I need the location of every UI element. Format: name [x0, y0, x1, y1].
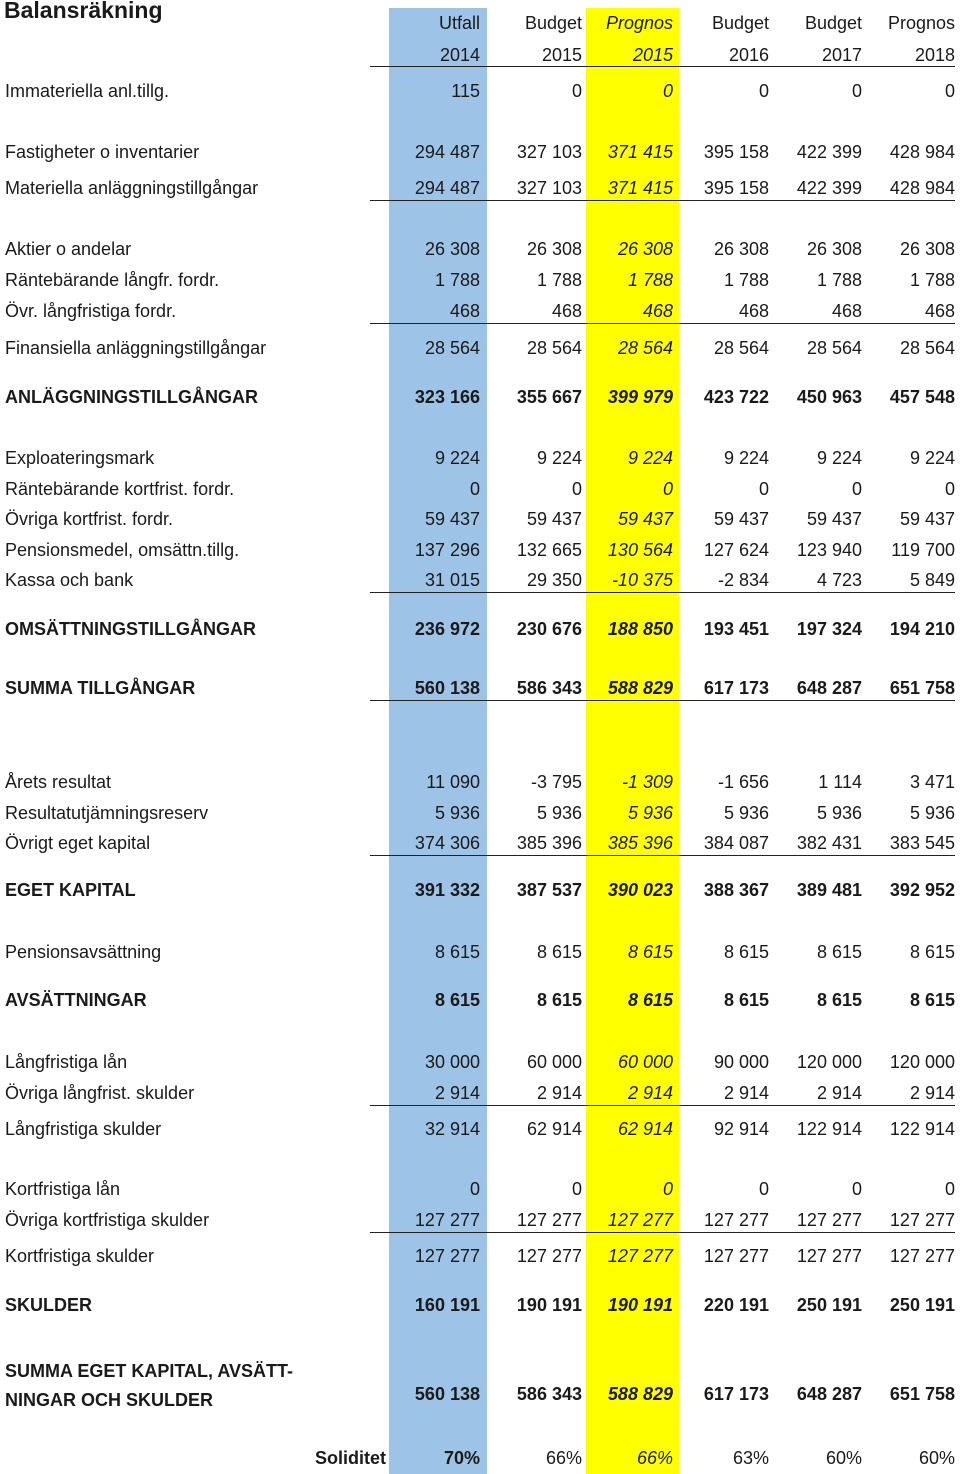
value-cell: 391 332 [414, 880, 480, 900]
value-cell: 385 396 [472, 833, 582, 856]
value-cell: 120 000 [796, 1052, 862, 1072]
soliditet-value: 70% [443, 1448, 480, 1468]
value-cell: 5 936 [627, 803, 673, 823]
header-type: Budget [524, 13, 582, 33]
header-year: 2014 [370, 45, 480, 67]
value-cell: 0 [469, 479, 480, 499]
value-cell: 294 487 [414, 142, 480, 162]
value-cell: 423 722 [703, 387, 769, 407]
value-cell: 59 437 [526, 509, 582, 529]
table-row [0, 1210, 960, 1234]
header-type: Prognos [605, 13, 673, 33]
value-cell: 1 114 [818, 772, 862, 792]
value-cell: 371 415 [607, 142, 673, 162]
value-cell: 28 564 [424, 338, 480, 358]
row-label: Kassa och bank [5, 570, 134, 590]
value-cell: 8 615 [909, 942, 955, 962]
value-cell: 8 615 [909, 990, 955, 1010]
value-cell: 374 306 [370, 833, 480, 856]
row-label: Kortfristiga lån [5, 1179, 121, 1199]
value-cell: 5 936 [536, 803, 582, 823]
soliditet-row [0, 1448, 960, 1474]
value-cell: 355 667 [516, 387, 582, 407]
value-cell: -1 656 [717, 772, 769, 792]
value-cell: 9 224 [723, 448, 769, 468]
value-cell: 188 850 [607, 619, 673, 639]
value-cell: 62 914 [526, 1119, 582, 1139]
value-cell: 59 437 [713, 509, 769, 529]
value-cell: 0 [758, 81, 769, 101]
value-cell: 468 [845, 301, 955, 324]
value-cell: 122 914 [796, 1119, 862, 1139]
row-label: Övriga kortfrist. fordr. [5, 509, 174, 529]
row-label: Räntebärande långfr. fordr. [5, 270, 220, 290]
value-cell: 617 173 [703, 1384, 769, 1404]
value-cell: 371 415 [563, 178, 673, 201]
table-row [0, 772, 960, 796]
subtotal-row [0, 1119, 960, 1143]
table-row [0, 270, 960, 294]
header-type: Utfall [438, 13, 480, 33]
header-type-row [0, 13, 960, 37]
value-cell: 1 788 [627, 270, 673, 290]
value-cell: -1 309 [621, 772, 673, 792]
value-cell: 651 758 [889, 1384, 955, 1404]
value-cell: 115 [451, 81, 480, 101]
value-cell: 8 615 [816, 942, 862, 962]
value-cell: 5 849 [845, 570, 955, 593]
header-type: Budget [711, 13, 769, 33]
value-cell: 9 224 [627, 448, 673, 468]
value-cell: 127 624 [703, 540, 769, 560]
value-cell: 399 979 [607, 387, 673, 407]
value-cell: 0 [662, 479, 673, 499]
row-label: OMSÄTTNINGSTILLGÅNGAR [5, 619, 256, 639]
value-cell: 9 224 [909, 448, 955, 468]
table-row [0, 142, 960, 166]
value-cell: 28 564 [526, 338, 582, 358]
value-cell: 8 615 [723, 990, 769, 1010]
value-cell: 26 308 [424, 239, 480, 259]
row-label: Pensionsmedel, omsättn.tillg. [5, 540, 240, 560]
value-cell: 1 788 [816, 270, 862, 290]
value-cell: 190 191 [607, 1295, 673, 1315]
value-cell: 4 723 [752, 570, 862, 593]
row-label-line: NINGAR OCH SKULDER [5, 1390, 214, 1410]
value-cell: 60 000 [617, 1052, 673, 1072]
row-label: Långfristiga skulder [5, 1119, 162, 1139]
subtotal-row [0, 178, 960, 202]
value-cell: 230 676 [516, 619, 582, 639]
value-cell: 428 984 [845, 178, 955, 201]
value-cell: 648 287 [796, 1384, 862, 1404]
value-cell: 0 [944, 1179, 955, 1199]
total-row [0, 619, 960, 643]
value-cell: 250 191 [796, 1295, 862, 1315]
table-row [0, 509, 960, 533]
value-cell: 9 224 [816, 448, 862, 468]
value-cell: 2 914 [845, 1083, 955, 1106]
table-row [0, 540, 960, 564]
value-cell: 2 914 [472, 1083, 582, 1106]
value-cell: 0 [571, 479, 582, 499]
value-cell: 62 914 [617, 1119, 673, 1139]
value-cell: 8 615 [434, 942, 480, 962]
grand-total-row [0, 1357, 960, 1411]
value-cell: 385 396 [563, 833, 673, 856]
value-cell: 127 277 [563, 1210, 673, 1233]
value-cell: 92 914 [713, 1119, 769, 1139]
value-cell: 28 564 [617, 338, 673, 358]
value-cell: 0 [758, 479, 769, 499]
soliditet-label: Soliditet [315, 1448, 386, 1468]
total-row [0, 880, 960, 904]
value-cell: 127 277 [796, 1246, 862, 1266]
value-cell: 127 277 [516, 1246, 582, 1266]
value-cell: 8 615 [723, 942, 769, 962]
row-label: Materiella anläggningstillgångar [5, 178, 259, 198]
value-cell: 0 [851, 81, 862, 101]
value-cell: 389 481 [796, 880, 862, 900]
value-cell: -2 834 [659, 570, 769, 593]
value-cell: 468 [563, 301, 673, 324]
value-cell: 59 437 [899, 509, 955, 529]
value-cell: 468 [472, 301, 582, 324]
total-row [0, 990, 960, 1014]
value-cell: 30 000 [424, 1052, 480, 1072]
value-cell: 9 224 [434, 448, 480, 468]
value-cell: 323 166 [414, 387, 480, 407]
table-row [0, 1052, 960, 1076]
header-year-row [0, 45, 960, 69]
value-cell: 0 [758, 1179, 769, 1199]
value-cell: 388 367 [703, 880, 769, 900]
value-cell: 120 000 [889, 1052, 955, 1072]
header-year: 2018 [845, 45, 955, 67]
row-label: ANLÄGGNINGSTILLGÅNGAR [5, 387, 258, 407]
value-cell: 294 487 [370, 178, 480, 201]
table-row [0, 1083, 960, 1107]
value-cell: 586 343 [472, 678, 582, 701]
value-cell: 31 015 [370, 570, 480, 593]
value-cell: 127 277 [370, 1210, 480, 1233]
value-cell: 26 308 [526, 239, 582, 259]
value-cell: 127 277 [659, 1210, 769, 1233]
value-cell: 327 103 [516, 142, 582, 162]
value-cell: 8 615 [434, 990, 480, 1010]
value-cell: 651 758 [845, 678, 955, 701]
value-cell: 127 277 [414, 1246, 480, 1266]
row-label: Fastigheter o inventarier [5, 142, 200, 162]
value-cell: 59 437 [424, 509, 480, 529]
row-label: Kortfristiga skulder [5, 1246, 155, 1266]
table-row [0, 301, 960, 325]
value-cell: 28 564 [899, 338, 955, 358]
row-label-line: SUMMA EGET KAPITAL, AVSÄTT- [5, 1361, 293, 1381]
value-cell: 26 308 [899, 239, 955, 259]
value-cell: 395 158 [659, 178, 769, 201]
value-cell: 392 952 [889, 880, 955, 900]
value-cell: 327 103 [472, 178, 582, 201]
value-cell: 160 191 [414, 1295, 480, 1315]
header-year: 2015 [472, 45, 582, 67]
value-cell: 1 788 [434, 270, 480, 290]
total-row [0, 387, 960, 411]
value-cell: 8 615 [627, 990, 673, 1010]
value-cell: 8 615 [536, 942, 582, 962]
value-cell: 560 138 [414, 1384, 480, 1404]
value-cell: 588 829 [563, 678, 673, 701]
value-cell: 384 087 [659, 833, 769, 856]
value-cell: 0 [662, 81, 673, 101]
value-cell: 8 615 [627, 942, 673, 962]
soliditet-value: 63% [732, 1448, 769, 1468]
table-row [0, 942, 960, 966]
table-row [0, 479, 960, 503]
value-cell: 5 936 [434, 803, 480, 823]
value-cell: 395 158 [703, 142, 769, 162]
value-cell: 193 451 [703, 619, 769, 639]
value-cell: 468 [659, 301, 769, 324]
value-cell: 127 277 [752, 1210, 862, 1233]
value-cell: 1 788 [536, 270, 582, 290]
value-cell: 26 308 [617, 239, 673, 259]
value-cell: 0 [944, 81, 955, 101]
row-label: Aktier o andelar [5, 239, 132, 259]
soliditet-value: 66% [636, 1448, 673, 1468]
value-cell: 127 277 [703, 1246, 769, 1266]
header-year: 2015 [563, 45, 673, 67]
row-label: Övriga kortfristiga skulder [5, 1210, 210, 1230]
value-cell: 28 564 [713, 338, 769, 358]
value-cell: 130 564 [607, 540, 673, 560]
table-row [0, 448, 960, 472]
total-row [0, 1295, 960, 1319]
value-cell: 0 [469, 1179, 480, 1199]
value-cell: 137 296 [414, 540, 480, 560]
value-cell: 450 963 [796, 387, 862, 407]
value-cell: 90 000 [713, 1052, 769, 1072]
value-cell: 586 343 [516, 1384, 582, 1404]
value-cell: 194 210 [889, 619, 955, 639]
value-cell: 3 471 [909, 772, 955, 792]
table-row [0, 1179, 960, 1203]
value-cell: 1 788 [723, 270, 769, 290]
row-label: EGET KAPITAL [5, 880, 136, 900]
value-cell: 2 914 [563, 1083, 673, 1106]
row-label: AVSÄTTNINGAR [5, 990, 147, 1010]
value-cell: 190 191 [516, 1295, 582, 1315]
value-cell: 236 972 [414, 619, 480, 639]
page-title: Balansräkning [4, 0, 163, 23]
row-label: Resultatutjämningsreserv [5, 803, 209, 823]
value-cell: 11 090 [426, 772, 480, 792]
value-cell: 422 399 [796, 142, 862, 162]
value-cell: 0 [571, 1179, 582, 1199]
value-cell: 0 [662, 1179, 673, 1199]
value-cell: 8 615 [536, 990, 582, 1010]
value-cell: 387 537 [516, 880, 582, 900]
value-cell: 29 350 [472, 570, 582, 593]
table-row [0, 81, 960, 105]
value-cell: 457 548 [889, 387, 955, 407]
table-row [0, 239, 960, 263]
value-cell: 26 308 [713, 239, 769, 259]
value-cell: 26 308 [806, 239, 862, 259]
value-cell: 122 914 [889, 1119, 955, 1139]
value-cell: 197 324 [796, 619, 862, 639]
value-cell: 617 173 [659, 678, 769, 701]
value-cell: 5 936 [723, 803, 769, 823]
value-cell: 1 788 [909, 270, 955, 290]
value-cell: 468 [752, 301, 862, 324]
value-cell: 5 936 [909, 803, 955, 823]
row-label: Räntebärande kortfrist. fordr. [5, 479, 235, 499]
value-cell: 132 665 [516, 540, 582, 560]
value-cell: 560 138 [370, 678, 480, 701]
value-cell: -10 375 [563, 570, 673, 593]
table-row [0, 803, 960, 827]
row-label: Årets resultat [5, 772, 112, 792]
row-label: SUMMA TILLGÅNGAR [5, 678, 196, 698]
value-cell: 123 940 [796, 540, 862, 560]
header-type: Budget [804, 13, 862, 33]
value-cell: 588 829 [607, 1384, 673, 1404]
header-type: Prognos [887, 13, 955, 33]
value-cell: 390 023 [607, 880, 673, 900]
row-label: Exploateringsmark [5, 448, 155, 468]
value-cell: 2 914 [370, 1083, 480, 1106]
value-cell: 28 564 [806, 338, 862, 358]
row-label: SKULDER [5, 1295, 93, 1315]
soliditet-value: 66% [545, 1448, 582, 1468]
subtotal-row [0, 338, 960, 362]
soliditet-value: 60% [825, 1448, 862, 1468]
value-cell: 382 431 [752, 833, 862, 856]
value-cell: 220 191 [703, 1295, 769, 1315]
value-cell: 127 277 [889, 1246, 955, 1266]
value-cell: 127 277 [472, 1210, 582, 1233]
header-year: 2016 [659, 45, 769, 67]
value-cell: 0 [851, 479, 862, 499]
value-cell: 648 287 [752, 678, 862, 701]
value-cell: 2 914 [752, 1083, 862, 1106]
row-label: Pensionsavsättning [5, 942, 162, 962]
subtotal-row [0, 1246, 960, 1270]
value-cell: 60 000 [526, 1052, 582, 1072]
value-cell: 59 437 [617, 509, 673, 529]
value-cell: 250 191 [889, 1295, 955, 1315]
value-cell: 8 615 [816, 990, 862, 1010]
row-label: Övrigt eget kapital [5, 833, 151, 853]
value-cell: 59 437 [806, 509, 862, 529]
value-cell: 9 224 [536, 448, 582, 468]
row-label: Övr. långfristiga fordr. [5, 301, 177, 321]
grand-total-row [0, 678, 960, 702]
value-cell: 422 399 [752, 178, 862, 201]
value-cell: 0 [851, 1179, 862, 1199]
table-row [0, 570, 960, 594]
value-cell: 5 936 [816, 803, 862, 823]
value-cell: 0 [944, 479, 955, 499]
value-cell: 468 [370, 301, 480, 324]
row-label: Övriga långfrist. skulder [5, 1083, 195, 1103]
value-cell: 127 277 [845, 1210, 955, 1233]
value-cell: 383 545 [845, 833, 955, 856]
value-cell: 119 700 [891, 540, 955, 560]
header-year: 2017 [752, 45, 862, 67]
table-row [0, 833, 960, 857]
value-cell: 2 914 [659, 1083, 769, 1106]
value-cell: 0 [571, 81, 582, 101]
row-label: Finansiella anläggningstillgångar [5, 338, 267, 358]
value-cell: 32 914 [424, 1119, 480, 1139]
row-label [5, 1357, 293, 1415]
soliditet-value: 60% [918, 1448, 955, 1468]
value-cell: -3 795 [530, 772, 582, 792]
value-cell: 428 984 [889, 142, 955, 162]
row-label: Långfristiga lån [5, 1052, 128, 1072]
row-label: Immateriella anl.tillg. [5, 81, 170, 101]
value-cell: 127 277 [607, 1246, 673, 1266]
